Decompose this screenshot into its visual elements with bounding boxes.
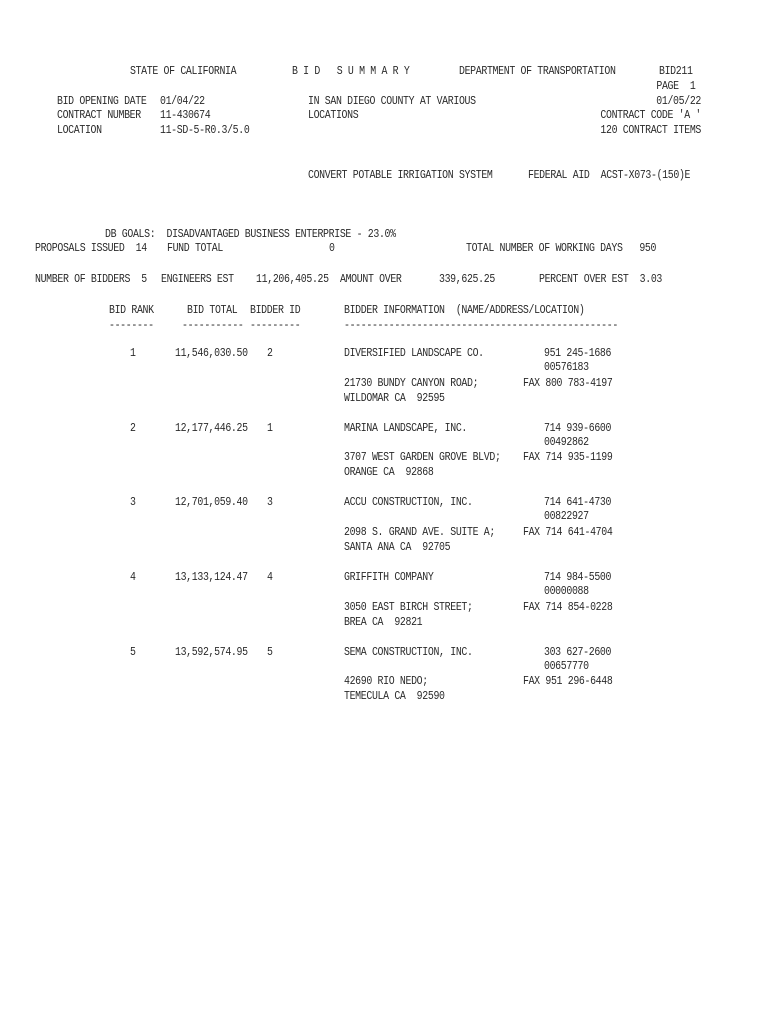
bidder-city: WILDOMAR CA 92595: [344, 392, 445, 405]
bidder-fax: FAX 714 641-4704: [523, 526, 613, 539]
bid-opening-value: 01/04/22: [160, 95, 205, 108]
bidder-fax: FAX 714 854-0228: [523, 601, 613, 614]
location-label: LOCATION: [57, 124, 102, 137]
bid-total: 12,177,446.25: [175, 422, 248, 435]
bidder-city: ORANGE CA 92868: [344, 466, 434, 479]
bidder-address: 3707 WEST GARDEN GROVE BLVD;: [344, 451, 501, 464]
bidder-code: 00657770: [544, 660, 589, 673]
bidder-name: MARINA LANDSCAPE, INC.: [344, 422, 468, 435]
bidder-address: 3050 EAST BIRCH STREET;: [344, 601, 473, 614]
bidder-code: 00492862: [544, 436, 589, 449]
bid-rank: 3: [130, 496, 136, 509]
bidder-address: 42690 RIO NEDO;: [344, 675, 428, 688]
bidder-id: 1: [267, 422, 273, 435]
bid-total: 12,701,059.40: [175, 496, 248, 509]
number-of-bidders: NUMBER OF BIDDERS 5: [35, 273, 147, 286]
amount-over-value: 339,625.25: [439, 273, 495, 286]
bidder-name: SEMA CONSTRUCTION, INC.: [344, 646, 473, 659]
report-date: 01/05/22: [656, 95, 701, 108]
bid-total: 13,133,124.47: [175, 571, 248, 584]
state-label: STATE OF CALIFORNIA: [130, 65, 237, 78]
bid-rank: 2: [130, 422, 136, 435]
amount-over-label: AMOUNT OVER: [340, 273, 402, 286]
bidder-phone: 951 245-1686: [544, 347, 612, 360]
bid-rank: 5: [130, 646, 136, 659]
bidder-code: 00576183: [544, 361, 589, 374]
bidder-address: 2098 S. GRAND AVE. SUITE A;: [344, 526, 495, 539]
bidder-address: 21730 BUNDY CANYON ROAD;: [344, 377, 479, 390]
bidder-name: ACCU CONSTRUCTION, INC.: [344, 496, 473, 509]
page-number: PAGE 1: [656, 80, 696, 93]
federal-aid: FEDERAL AID ACST-X073-(150)E: [528, 169, 691, 182]
bidder-fax: FAX 714 935-1199: [523, 451, 613, 464]
bidder-name: DIVERSIFIED LANDSCAPE CO.: [344, 347, 484, 360]
bid-total: 11,546,030.50: [175, 347, 248, 360]
county-line-1: IN SAN DIEGO COUNTY AT VARIOUS: [308, 95, 476, 108]
bidder-code: 00000088: [544, 585, 589, 598]
contract-code: CONTRACT CODE 'A ': [600, 109, 701, 122]
bidder-city: BREA CA 92821: [344, 616, 423, 629]
divider-total: -----------: [182, 319, 244, 332]
col-bid-total: BID TOTAL: [187, 304, 238, 317]
percent-over-estimate: PERCENT OVER EST 3.03: [539, 273, 663, 286]
bidder-id: 5: [267, 646, 273, 659]
bidder-city: TEMECULA CA 92590: [344, 690, 445, 703]
col-bidder-id: BIDDER ID: [250, 304, 301, 317]
working-days: TOTAL NUMBER OF WORKING DAYS 950: [466, 242, 657, 255]
divider-info: -------------------------------------------------: [344, 319, 618, 332]
bidder-fax: FAX 951 296-6448: [523, 675, 613, 688]
col-bidder-info: BIDDER INFORMATION (NAME/ADDRESS/LOCATION): [344, 304, 585, 317]
fund-total-label: FUND TOTAL: [167, 242, 223, 255]
contract-number-value: 11-430674: [160, 109, 211, 122]
report-id: BID211: [659, 65, 693, 78]
bidder-name: GRIFFITH COMPANY: [344, 571, 434, 584]
bid-rank: 1: [130, 347, 136, 360]
bidder-phone: 714 641-4730: [544, 496, 612, 509]
bid-opening-label: BID OPENING DATE: [57, 95, 147, 108]
bidder-id: 4: [267, 571, 273, 584]
bidder-city: SANTA ANA CA 92705: [344, 541, 451, 554]
bid-total: 13,592,574.95: [175, 646, 248, 659]
document-title: B I D S U M M A R Y: [292, 65, 410, 78]
col-bid-rank: BID RANK: [109, 304, 154, 317]
department-label: DEPARTMENT OF TRANSPORTATION: [459, 65, 616, 78]
county-line-2: LOCATIONS: [308, 109, 359, 122]
contract-items: 120 CONTRACT ITEMS: [600, 124, 701, 137]
fund-total-value: 0: [329, 242, 335, 255]
bidder-id: 2: [267, 347, 273, 360]
engineers-estimate: ENGINEERS EST 11,206,405.25: [161, 273, 329, 286]
db-goals: DB GOALS: DISADVANTAGED BUSINESS ENTERPRISE - 23.0%: [105, 228, 396, 241]
proposals-issued: PROPOSALS ISSUED 14: [35, 242, 147, 255]
project-description: CONVERT POTABLE IRRIGATION SYSTEM: [308, 169, 493, 182]
bidder-phone: 714 939-6600: [544, 422, 612, 435]
bidder-id: 3: [267, 496, 273, 509]
divider-id: ---------: [250, 319, 301, 332]
contract-number-label: CONTRACT NUMBER: [57, 109, 141, 122]
bid-rank: 4: [130, 571, 136, 584]
bidder-code: 00822927: [544, 510, 589, 523]
location-value: 11-SD-5-R0.3/5.0: [160, 124, 250, 137]
bidder-phone: 303 627-2600: [544, 646, 612, 659]
bidder-phone: 714 984-5500: [544, 571, 612, 584]
divider-rank: --------: [109, 319, 154, 332]
bidder-fax: FAX 800 783-4197: [523, 377, 613, 390]
